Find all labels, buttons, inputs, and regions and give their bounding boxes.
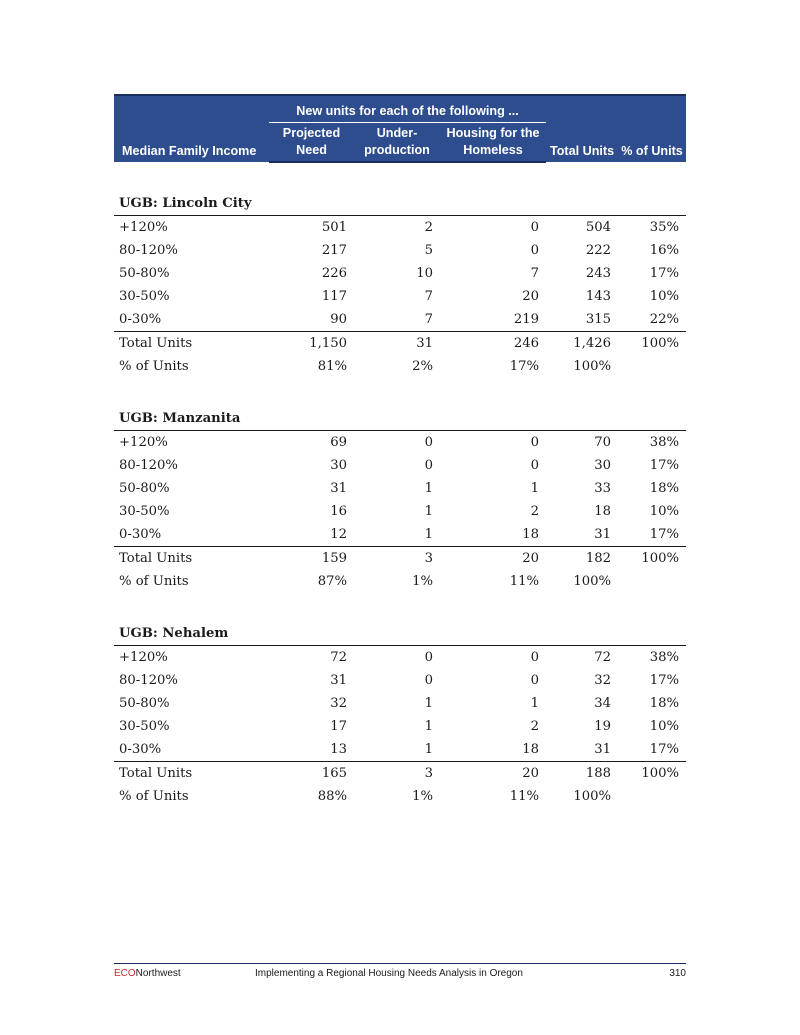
section-header-blank: [546, 616, 618, 646]
row-label: +120%: [119, 220, 168, 235]
row-label: 0-30%: [119, 742, 162, 757]
table-cell: 90: [330, 312, 347, 327]
row-label: 0-30%: [119, 527, 162, 542]
table-cell: 219: [513, 312, 540, 327]
total-row: [114, 547, 686, 571]
table-cell: 243: [585, 266, 612, 281]
table-cell: 1: [424, 742, 433, 757]
section-title: UGB: Lincoln City: [114, 186, 269, 216]
table-row: [114, 216, 686, 240]
table-cell: 20: [440, 547, 546, 571]
table-cell: 1%: [412, 574, 433, 589]
row-label: Total Units: [114, 762, 269, 786]
table-cell: 1,426: [546, 332, 618, 356]
section-header-blank: [618, 401, 686, 431]
table-cell: 17%: [649, 527, 680, 542]
table-cell: 31: [330, 481, 347, 496]
footer-brand-rest: Northwest: [135, 968, 181, 979]
table-cell: 10%: [649, 289, 680, 304]
table-body: [114, 162, 686, 808]
table-cell: 1,150: [269, 332, 354, 356]
section-header-blank: [440, 186, 546, 216]
table-cell: 0: [530, 243, 540, 258]
spacer-cell: [114, 593, 686, 616]
table-cell: 0: [530, 220, 540, 235]
table-cell: 501: [321, 220, 347, 235]
table-cell: 18: [522, 527, 540, 542]
total-row: [114, 762, 686, 786]
row-label: Total Units: [114, 547, 269, 571]
row-label: 50-80%: [119, 696, 170, 711]
table-cell: 38%: [649, 435, 680, 450]
table-row: [114, 431, 686, 455]
table-cell: 32: [594, 673, 612, 688]
table-cell: 34: [594, 696, 612, 711]
table-cell: 31: [594, 527, 612, 542]
table-cell: 30: [330, 458, 347, 473]
section-header-blank: [269, 186, 354, 216]
header-new-units-group: New units for each of the following ...: [269, 95, 546, 123]
row-label: 80-120%: [119, 458, 178, 473]
table-cell: 100%: [573, 789, 612, 804]
table-cell: 2: [530, 719, 540, 734]
table-cell: 72: [594, 650, 612, 665]
table-cell: 81%: [317, 359, 347, 374]
row-label: 50-80%: [119, 266, 170, 281]
spacer-cell: [114, 162, 686, 186]
table-cell: 0: [530, 673, 540, 688]
table-cell: 100%: [573, 359, 612, 374]
footer-document-title: Implementing a Regional Housing Needs Analysis in Oregon: [255, 968, 523, 979]
table-cell: 17%: [509, 359, 540, 374]
section-header-row: [114, 616, 686, 646]
table-cell: 3: [354, 547, 440, 571]
section-header-blank: [618, 186, 686, 216]
table-row: [114, 646, 686, 670]
row-label: % of Units: [119, 359, 189, 374]
table-cell: [618, 785, 686, 808]
percent-row: [114, 570, 686, 593]
table-cell: 2%: [412, 359, 433, 374]
spacer-row: [114, 378, 686, 401]
housing-needs-table-container: [114, 94, 686, 808]
table-row: [114, 669, 686, 692]
table-cell: 100%: [618, 332, 686, 356]
section-header-blank: [546, 401, 618, 431]
section-header-row: [114, 401, 686, 431]
table-cell: 182: [546, 547, 618, 571]
table-cell: 100%: [618, 762, 686, 786]
row-label: % of Units: [119, 574, 189, 589]
table-cell: 17%: [649, 673, 680, 688]
table-cell: 165: [269, 762, 354, 786]
table-cell: 7: [530, 266, 540, 281]
table-cell: 13: [330, 742, 347, 757]
row-label: 30-50%: [119, 504, 170, 519]
table-cell: 143: [585, 289, 612, 304]
row-label: 50-80%: [119, 481, 170, 496]
table-cell: 10: [416, 266, 433, 281]
table-cell: 31: [354, 332, 440, 356]
header-median-family-income: Median Family Income: [114, 95, 269, 162]
table-cell: 19: [594, 719, 612, 734]
table-cell: 1: [424, 527, 433, 542]
footer-brand: [114, 966, 181, 982]
table-cell: 226: [321, 266, 347, 281]
table-row: [114, 454, 686, 477]
table-cell: 246: [440, 332, 546, 356]
percent-row: [114, 355, 686, 378]
table-row: [114, 239, 686, 262]
table-cell: 5: [424, 243, 433, 258]
table-cell: [618, 570, 686, 593]
table-cell: 188: [546, 762, 618, 786]
table-cell: 69: [330, 435, 347, 450]
table-cell: 32: [330, 696, 347, 711]
table-cell: 0: [424, 650, 433, 665]
table-cell: 11%: [509, 789, 540, 804]
table-cell: 1: [424, 719, 433, 734]
header-projected-need: Projected Need: [269, 123, 354, 163]
table-row: [114, 500, 686, 523]
table-cell: 20: [522, 289, 540, 304]
table-cell: 30: [594, 458, 612, 473]
row-label: Total Units: [114, 332, 269, 356]
table-cell: 100%: [573, 574, 612, 589]
table-cell: 0: [424, 435, 433, 450]
section-header-blank: [354, 186, 440, 216]
table-cell: 17%: [649, 266, 680, 281]
table-cell: 72: [330, 650, 347, 665]
table-cell: 1: [424, 481, 433, 496]
footer-brand-accent: ECO: [114, 968, 136, 979]
section-header-blank: [440, 401, 546, 431]
spacer-row: [114, 593, 686, 616]
table-cell: 38%: [649, 650, 680, 665]
housing-needs-table: [114, 94, 686, 808]
header-percent-of-units: % of Units: [618, 95, 686, 162]
header-underproduction: Under-production: [354, 123, 440, 163]
table-cell: 16: [330, 504, 347, 519]
section-header-blank: [618, 616, 686, 646]
table-cell: 22%: [649, 312, 680, 327]
table-cell: 1%: [412, 789, 433, 804]
table-row: [114, 692, 686, 715]
table-cell: 1: [530, 696, 540, 711]
table-cell: 7: [424, 289, 433, 304]
table-cell: 0: [530, 650, 540, 665]
total-row: [114, 332, 686, 356]
table-row: [114, 715, 686, 738]
row-label: 0-30%: [119, 312, 162, 327]
table-cell: 17: [330, 719, 347, 734]
table-row: [114, 477, 686, 500]
page-footer: [114, 963, 686, 980]
table-cell: 31: [594, 742, 612, 757]
table-cell: 70: [594, 435, 612, 450]
section-header-blank: [440, 616, 546, 646]
row-label: 30-50%: [119, 719, 170, 734]
table-cell: 18: [594, 504, 612, 519]
table-cell: 1: [424, 504, 433, 519]
table-cell: 217: [321, 243, 347, 258]
table-cell: 2: [530, 504, 540, 519]
table-row: [114, 523, 686, 547]
section-header-blank: [354, 401, 440, 431]
table-cell: 315: [585, 312, 612, 327]
table-cell: 87%: [317, 574, 347, 589]
table-cell: 16%: [649, 243, 680, 258]
table-cell: 12: [330, 527, 347, 542]
row-label: +120%: [119, 650, 168, 665]
table-cell: 159: [269, 547, 354, 571]
percent-row: [114, 785, 686, 808]
table-row: [114, 308, 686, 332]
spacer-cell: [114, 378, 686, 401]
section-header-blank: [269, 401, 354, 431]
table-cell: 0: [530, 458, 540, 473]
table-row: [114, 262, 686, 285]
section-header-blank: [354, 616, 440, 646]
table-row: [114, 285, 686, 308]
table-cell: 1: [530, 481, 540, 496]
section-header-blank: [546, 186, 618, 216]
table-cell: 35%: [649, 220, 680, 235]
table-cell: 117: [321, 289, 347, 304]
table-cell: 3: [354, 762, 440, 786]
table-cell: 10%: [649, 504, 680, 519]
table-cell: 0: [424, 673, 433, 688]
table-row: [114, 738, 686, 762]
row-label: +120%: [119, 435, 168, 450]
table-cell: 18%: [649, 481, 680, 496]
section-header-row: [114, 186, 686, 216]
section-title: UGB: Nehalem: [114, 616, 269, 646]
table-cell: 0: [530, 435, 540, 450]
row-label: 30-50%: [119, 289, 170, 304]
table-cell: [618, 355, 686, 378]
header-housing-homeless: Housing for the Homeless: [440, 123, 546, 163]
table-cell: 11%: [509, 574, 540, 589]
table-cell: 17%: [649, 742, 680, 757]
table-cell: 33: [594, 481, 612, 496]
footer-page-number: 310: [669, 968, 686, 979]
table-header: [114, 95, 686, 162]
table-cell: 31: [330, 673, 347, 688]
table-cell: 2: [424, 220, 433, 235]
table-cell: 0: [424, 458, 433, 473]
table-cell: 1: [424, 696, 433, 711]
row-label: 80-120%: [119, 243, 178, 258]
table-cell: 18%: [649, 696, 680, 711]
spacer-row: [114, 162, 686, 186]
table-cell: 100%: [618, 547, 686, 571]
table-cell: 17%: [649, 458, 680, 473]
table-cell: 20: [440, 762, 546, 786]
section-header-blank: [269, 616, 354, 646]
table-cell: 7: [424, 312, 433, 327]
table-cell: 504: [585, 220, 612, 235]
table-cell: 18: [522, 742, 540, 757]
table-cell: 88%: [317, 789, 347, 804]
header-total-units: Total Units: [546, 95, 618, 162]
section-title: UGB: Manzanita: [114, 401, 269, 431]
row-label: 80-120%: [119, 673, 178, 688]
row-label: % of Units: [119, 789, 189, 804]
table-cell: 10%: [649, 719, 680, 734]
table-cell: 222: [585, 243, 612, 258]
